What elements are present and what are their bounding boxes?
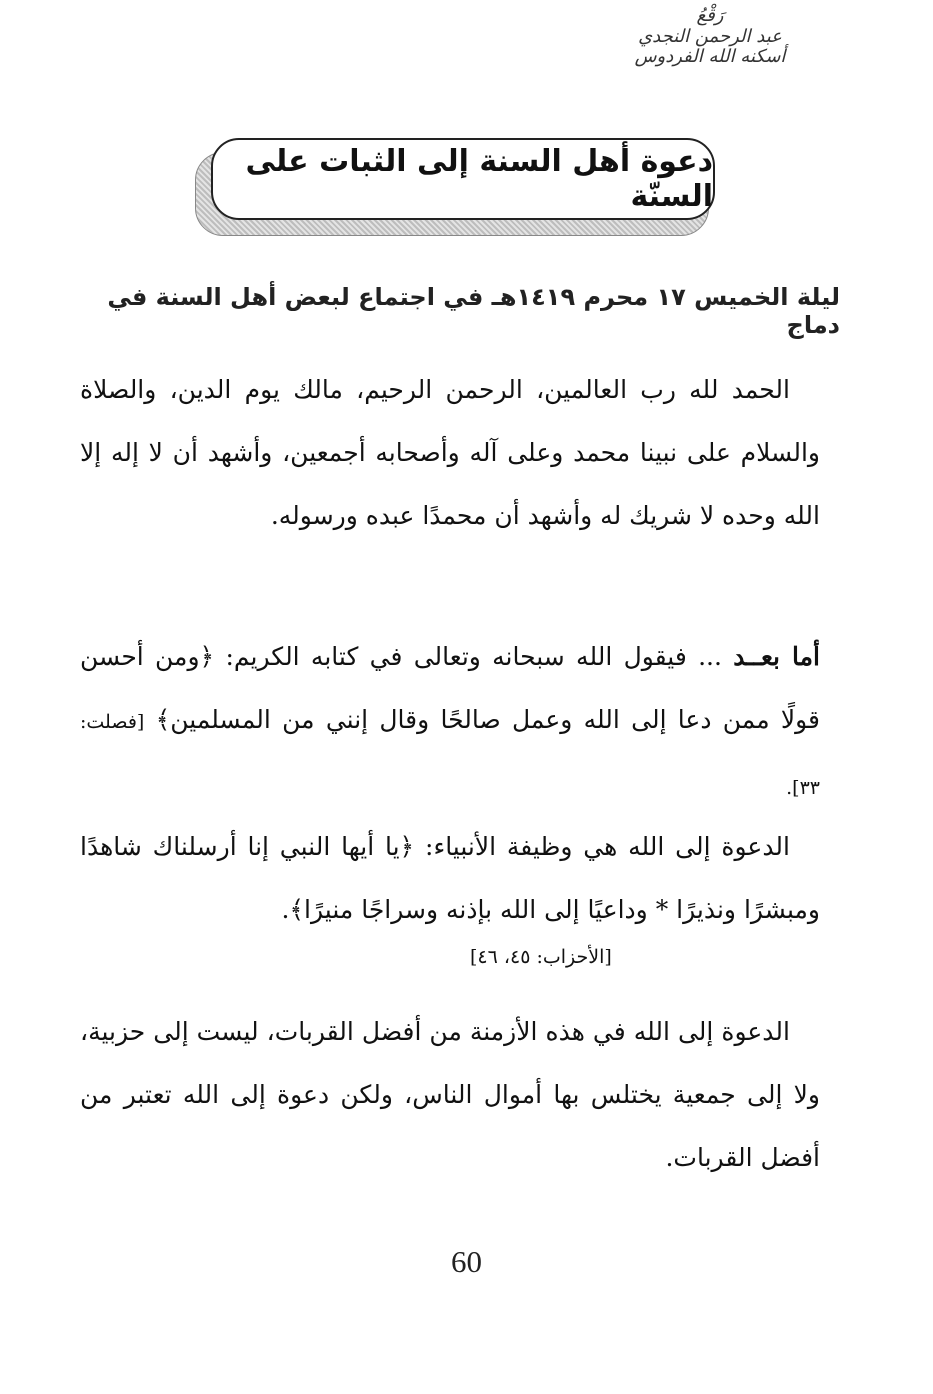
quran-reference-fussilat: [فصلت: ٣٣]. <box>80 711 820 799</box>
paragraph-prophets-duty-text: الدعوة إلى الله هي وظيفة الأنبياء: ﴿يا أيها النبي إنا أرسلناك شاهدًا ومبشرًا ونذيرًا * وداعيًا إلى الله بإذنه وسراجًا منيرًا﴾. <box>80 832 820 924</box>
amma-baad-label: أما بعــد <box>733 642 821 671</box>
paragraph-best-deeds <box>80 1000 820 1189</box>
paragraph-quran-quote <box>80 625 820 820</box>
title-box <box>211 138 715 220</box>
paragraph-best-deeds-text: الدعوة إلى الله في هذه الأزمنة من أفضل القربات، ليست إلى حزبية، ولا إلى جمعية يختلس بها أموال الناس، ولكن دعوة إلى الله تعتبر من أفضل القربات. <box>80 1017 820 1172</box>
handwritten-stamp <box>600 6 820 68</box>
paragraph-quran-quote-text: ... فيقول الله سبحانه وتعالى في كتابه الكريم: ﴿ومن أحسن قولًا ممن دعا إلى الله وعمل صالحًا وقال إنني من المسلمين﴾ <box>80 642 820 734</box>
quran-reference-ahzab: [الأحزاب: ٤٥، ٤٦] <box>470 946 612 968</box>
stamp-line-1: رَقْعُ <box>696 5 724 26</box>
paragraph-opening <box>80 358 820 547</box>
paragraph-opening-text: الحمد لله رب العالمين، الرحمن الرحيم، مالك يوم الدين، والصلاة والسلام على نبينا محمد وعلى آله وأصحابه أجمعين، وأشهد أن لا إله إلا الله وحده لا شريك له وأشهد أن محمدًا عبده ورسوله. <box>80 375 820 530</box>
page-title: دعوة أهل السنة إلى الثبات على السنّة <box>245 144 713 214</box>
paragraph-prophets-duty <box>80 815 820 941</box>
stamp-line-2: عبد الرحمن النجدي <box>638 25 782 47</box>
title-frame <box>195 138 725 236</box>
lecture-date-line: ليلة الخميس ١٧ محرم ١٤١٩هـ في اجتماع لبعض أهل السنة في دماج <box>107 283 840 339</box>
stamp-line-3: أسكنه الله الفردوس <box>634 46 786 68</box>
page-number: 60 <box>451 1244 482 1279</box>
